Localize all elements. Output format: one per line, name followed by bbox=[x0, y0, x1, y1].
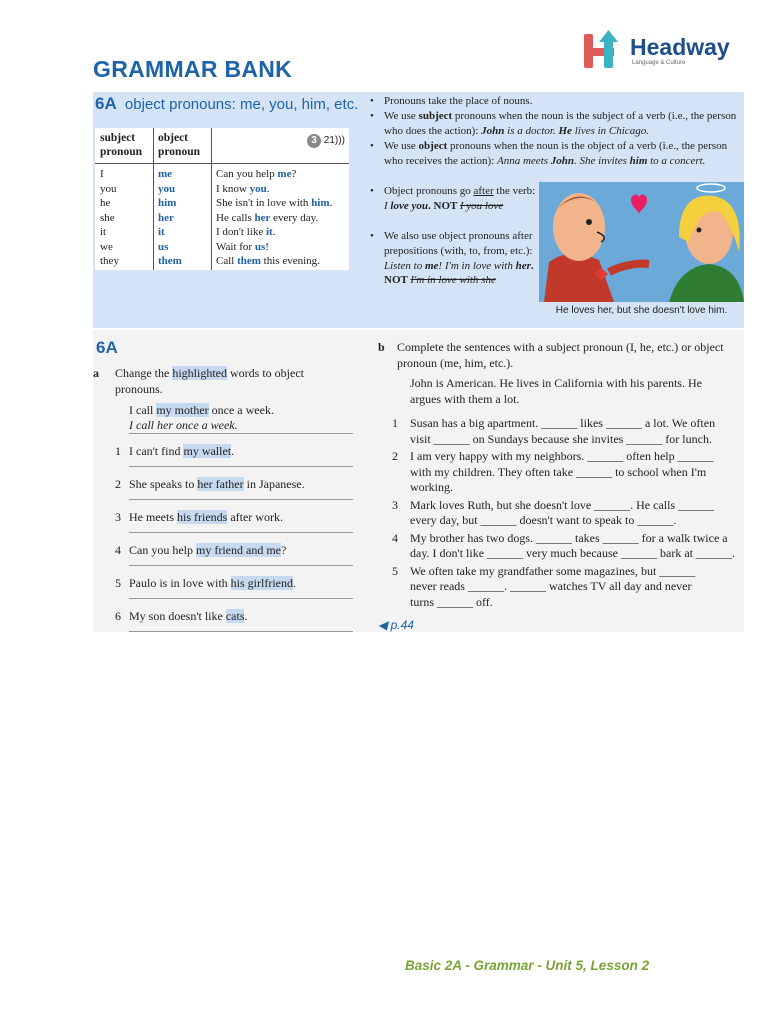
exercise-a-example bbox=[129, 403, 274, 419]
pronoun-table bbox=[95, 128, 349, 270]
item-text: I can't find bbox=[129, 444, 184, 458]
col-subject-header: subject pronoun bbox=[100, 132, 142, 158]
exercise-b-item-line: visit ______ on Sundays because she invites ______ for lunch. bbox=[410, 431, 712, 446]
item-highlight: his girlfriend bbox=[230, 576, 293, 590]
example-text: this evening. bbox=[260, 255, 320, 267]
answer-line[interactable] bbox=[129, 598, 353, 599]
note-text: We use bbox=[384, 140, 419, 152]
object-column bbox=[158, 167, 182, 269]
item-text: . bbox=[231, 444, 235, 458]
example-text: once a week. bbox=[208, 403, 274, 417]
answer-line[interactable] bbox=[129, 631, 353, 632]
item-highlight: his friends bbox=[176, 510, 228, 524]
note-wrong-example: I'm in love with she bbox=[410, 274, 496, 287]
audio-track-number: 21 bbox=[323, 135, 335, 146]
page-reference[interactable] bbox=[378, 618, 414, 632]
subject-pronoun: we bbox=[100, 240, 113, 253]
note-keyword: after bbox=[473, 185, 494, 197]
item-text: She speaks to bbox=[129, 477, 198, 491]
back-arrow-icon: ◀ bbox=[378, 618, 391, 632]
item-text: He meets bbox=[129, 510, 177, 524]
exercise-b-item-line: every day, but ______ doesn't want to speak to ______. bbox=[410, 513, 677, 527]
note-example: ! I'm in love with bbox=[438, 259, 516, 272]
example-text: She isn't in love with bbox=[216, 197, 312, 209]
example-text: I don't like bbox=[216, 226, 266, 238]
logo-subtitle: Language & Culture bbox=[632, 60, 686, 66]
item-highlight: my friend and me bbox=[196, 543, 281, 557]
subject-column bbox=[100, 167, 119, 269]
answer-line[interactable] bbox=[129, 532, 353, 533]
table-header-rule bbox=[95, 163, 349, 164]
examples-column bbox=[216, 167, 332, 269]
exercise-area bbox=[93, 330, 744, 632]
sound-icon: ))) bbox=[334, 135, 345, 146]
note-not: . NOT bbox=[428, 199, 460, 212]
note-item: • Pronouns take the place of nouns. bbox=[370, 94, 740, 109]
table-divider bbox=[153, 128, 154, 270]
note-example: him bbox=[629, 154, 648, 167]
exercise-a-instructions bbox=[115, 366, 335, 397]
item-number: 6 bbox=[115, 609, 121, 623]
illustration-couple bbox=[539, 182, 744, 302]
note-example: Anna meets bbox=[497, 154, 551, 167]
example-sentence bbox=[216, 211, 332, 226]
note-example: love you bbox=[390, 199, 428, 212]
item-highlight: cats bbox=[225, 609, 245, 623]
subject-pronoun: she bbox=[100, 211, 115, 224]
exercise-a-item bbox=[129, 576, 296, 592]
audio-cd-icon: 3 bbox=[307, 134, 321, 148]
note-text: Pronouns take the place of nouns. bbox=[384, 95, 533, 107]
object-pronoun: you bbox=[158, 182, 176, 195]
example-text: Call bbox=[216, 255, 238, 267]
item-text: Paulo is in love with bbox=[129, 576, 231, 590]
instr-highlight: highlighted bbox=[172, 366, 227, 380]
note-text: Object pronouns go bbox=[384, 185, 474, 197]
item-text: My son doesn't like bbox=[129, 609, 226, 623]
example-object-pronoun: it bbox=[265, 226, 273, 238]
example-object-pronoun: them bbox=[237, 255, 261, 267]
panel-heading bbox=[95, 94, 358, 114]
example-sentence bbox=[216, 240, 332, 255]
item-number: 1 bbox=[392, 416, 398, 430]
note-example: is a doctor. bbox=[504, 124, 559, 137]
subject-pronoun: it bbox=[100, 226, 107, 238]
note-example: lives in Chicago. bbox=[571, 124, 649, 137]
example-object-pronoun: him bbox=[311, 197, 330, 209]
exercise-b-example: John is American. He lives in California with his parents. He argues with them a lot. bbox=[410, 376, 702, 406]
couple-illustration-image bbox=[539, 182, 744, 302]
exercise-title: 6A bbox=[96, 338, 118, 357]
note-item: • Object pronouns go after the verb: I love you. NOT I you love bbox=[370, 185, 536, 212]
example-sentence bbox=[216, 254, 332, 269]
exercise-b-item-line: never reads ______. ______ watches TV all day and never bbox=[410, 579, 692, 593]
subject-pronoun: they bbox=[100, 255, 119, 267]
example-text: . bbox=[266, 182, 270, 195]
answer-line[interactable] bbox=[129, 466, 353, 467]
exercise-a-item bbox=[129, 444, 234, 460]
object-pronoun: him bbox=[158, 197, 177, 209]
note-text: the verb: bbox=[493, 185, 536, 197]
note-example: . She invites bbox=[574, 154, 630, 167]
item-number: 1 bbox=[115, 444, 121, 458]
exercise-b-item-line: Mark loves Ruth, but she doesn't love ______. He calls ______ bbox=[410, 497, 715, 512]
example-object-pronoun: me bbox=[277, 168, 292, 180]
object-pronoun: them bbox=[158, 255, 182, 267]
item-text: after work. bbox=[227, 510, 283, 524]
example-text: He calls bbox=[216, 211, 255, 224]
note-item: • We also use object pronouns after prepositions (with, to, from, etc.): Listen to me! I'm in love with her. NOT I'm in love with she bbox=[370, 230, 534, 287]
item-text: ? bbox=[280, 543, 287, 557]
exercise-b-item-line: Susan has a big apartment. ______ likes ______ a lot. We often bbox=[410, 416, 716, 430]
note-example: to a concert. bbox=[647, 154, 706, 167]
page-title: GRAMMAR BANK bbox=[93, 56, 293, 82]
example-text: ! bbox=[265, 240, 269, 253]
item-text: . bbox=[293, 576, 296, 590]
exercise-b-letter: b bbox=[378, 340, 385, 354]
exercise-b-instructions: Complete the sentences with a subject pronoun (I, he, etc.) or object pronoun (me, him, etc.). bbox=[397, 340, 724, 370]
note-example: John bbox=[481, 124, 505, 137]
panel-section: 6A bbox=[95, 94, 117, 113]
example-object-pronoun: her bbox=[254, 211, 271, 224]
subject-pronoun: he bbox=[100, 197, 111, 209]
exercise-a-example-answer: I call her once a week. bbox=[129, 418, 238, 432]
example-sentence bbox=[216, 167, 332, 182]
example-object-pronoun: you bbox=[249, 182, 267, 195]
example-text: every day. bbox=[270, 211, 319, 224]
audio-track[interactable] bbox=[307, 134, 345, 148]
exercise-b-item-line: My brother has two dogs. ______ takes ______ for a walk twice a bbox=[410, 530, 728, 545]
note-example: her bbox=[515, 259, 531, 272]
item-number: 4 bbox=[392, 530, 398, 545]
logo-mark-icon bbox=[582, 30, 626, 74]
exercise-b-item-line: I am very happy with my neighbors. ______ often help ______ bbox=[410, 449, 714, 463]
footer-caption: Basic 2A - Grammar - Unit 5, Lesson 2 bbox=[405, 958, 650, 973]
logo-wordmark: Headway bbox=[630, 34, 730, 60]
item-number: 3 bbox=[392, 497, 398, 512]
item-highlight: her father bbox=[197, 477, 244, 491]
note-example: He bbox=[558, 124, 572, 137]
item-number: 5 bbox=[392, 563, 398, 578]
object-pronoun: me bbox=[158, 168, 173, 180]
answer-line[interactable] bbox=[129, 499, 353, 500]
note-item: • We use subject pronouns when the noun is the subject of a verb (i.e., the person who does the action): John is a doctor. He lives in Chicago. bbox=[370, 110, 737, 137]
illustration-caption: He loves her, but she doesn't love him. bbox=[555, 305, 728, 316]
item-text: in Japanese. bbox=[243, 477, 305, 491]
note-text: pronouns when the noun is the subject of a verb (i.e., the person who does the action): bbox=[384, 110, 737, 137]
note-example: John bbox=[550, 154, 575, 167]
note-keyword: subject bbox=[418, 110, 453, 122]
grammar-panel bbox=[93, 92, 744, 328]
note-keyword: object bbox=[418, 140, 448, 152]
example-object-pronoun: us bbox=[254, 240, 266, 253]
example-text: . bbox=[272, 226, 276, 238]
object-pronoun: it bbox=[158, 226, 165, 238]
panel-heading-text: object pronouns: me, you, him, etc. bbox=[124, 96, 359, 113]
note-item: • We use object pronouns when the noun is the object of a verb (i.e., the person who receives the action): Anna meets John. She invites him to a concert. bbox=[370, 140, 728, 167]
example-text: Wait for bbox=[216, 240, 255, 253]
note-text: pronouns when the noun is the object of a verb (i.e., the person who receives the action): bbox=[384, 140, 728, 167]
answer-line[interactable] bbox=[129, 565, 353, 566]
headway-logo bbox=[582, 30, 732, 74]
exercise-b-item-line: working. bbox=[410, 480, 453, 494]
object-pronoun: us bbox=[158, 240, 169, 253]
example-sentence bbox=[216, 196, 332, 211]
note-example: me bbox=[424, 259, 439, 272]
instr-text: words to object pronouns. bbox=[115, 366, 304, 396]
example-text: I know bbox=[216, 182, 250, 195]
exercise-b-item-line: turns ______ off. bbox=[410, 594, 493, 609]
exercise-a-item bbox=[129, 609, 247, 625]
item-text: . bbox=[244, 609, 248, 623]
item-number: 5 bbox=[115, 576, 121, 590]
example-text: I call bbox=[129, 403, 157, 417]
note-not: . NOT bbox=[384, 259, 534, 287]
exercise-a-item bbox=[129, 543, 286, 559]
note-text: We use bbox=[384, 110, 419, 122]
example-sentence bbox=[216, 182, 332, 197]
instr-text: Change the bbox=[115, 366, 173, 380]
page-reference-text: p.44 bbox=[390, 618, 414, 632]
exercise-a-letter: a bbox=[93, 366, 99, 380]
item-number: 3 bbox=[115, 510, 121, 524]
note-example: Listen to bbox=[384, 259, 425, 272]
item-number: 2 bbox=[392, 449, 398, 463]
note-text: We also use object pronouns after prepositions (with, to, from, etc.): bbox=[384, 230, 533, 257]
item-number: 2 bbox=[115, 477, 121, 491]
exercise-b-item-line: day. I don't like ______ very much because ______ bark at ______. bbox=[410, 546, 735, 560]
note-example: I bbox=[384, 199, 391, 212]
table-divider bbox=[211, 128, 212, 270]
exercise-b-item-line: We often take my grandfather some magazines, but ______ bbox=[410, 563, 696, 578]
example-text: Can you help bbox=[216, 168, 278, 180]
example-text: . bbox=[329, 197, 333, 209]
exercise-b-item-line: with my children. They often take ______ to school when I'm bbox=[410, 464, 707, 479]
subject-pronoun: you bbox=[100, 182, 117, 195]
item-highlight: my wallet bbox=[183, 444, 232, 458]
example-text: ? bbox=[291, 168, 297, 180]
col-object-header: object pronoun bbox=[158, 132, 200, 158]
item-text: Can you help bbox=[129, 543, 196, 557]
note-wrong-example: I you love bbox=[459, 199, 504, 212]
subject-pronoun: I bbox=[100, 168, 104, 180]
exercise-a-item bbox=[129, 510, 283, 526]
item-number: 4 bbox=[115, 543, 121, 557]
example-sentence bbox=[216, 225, 332, 240]
object-pronoun: her bbox=[158, 211, 174, 224]
answer-line bbox=[129, 433, 353, 434]
exercise-a-item bbox=[129, 477, 305, 493]
example-highlight: my mother bbox=[156, 403, 209, 417]
